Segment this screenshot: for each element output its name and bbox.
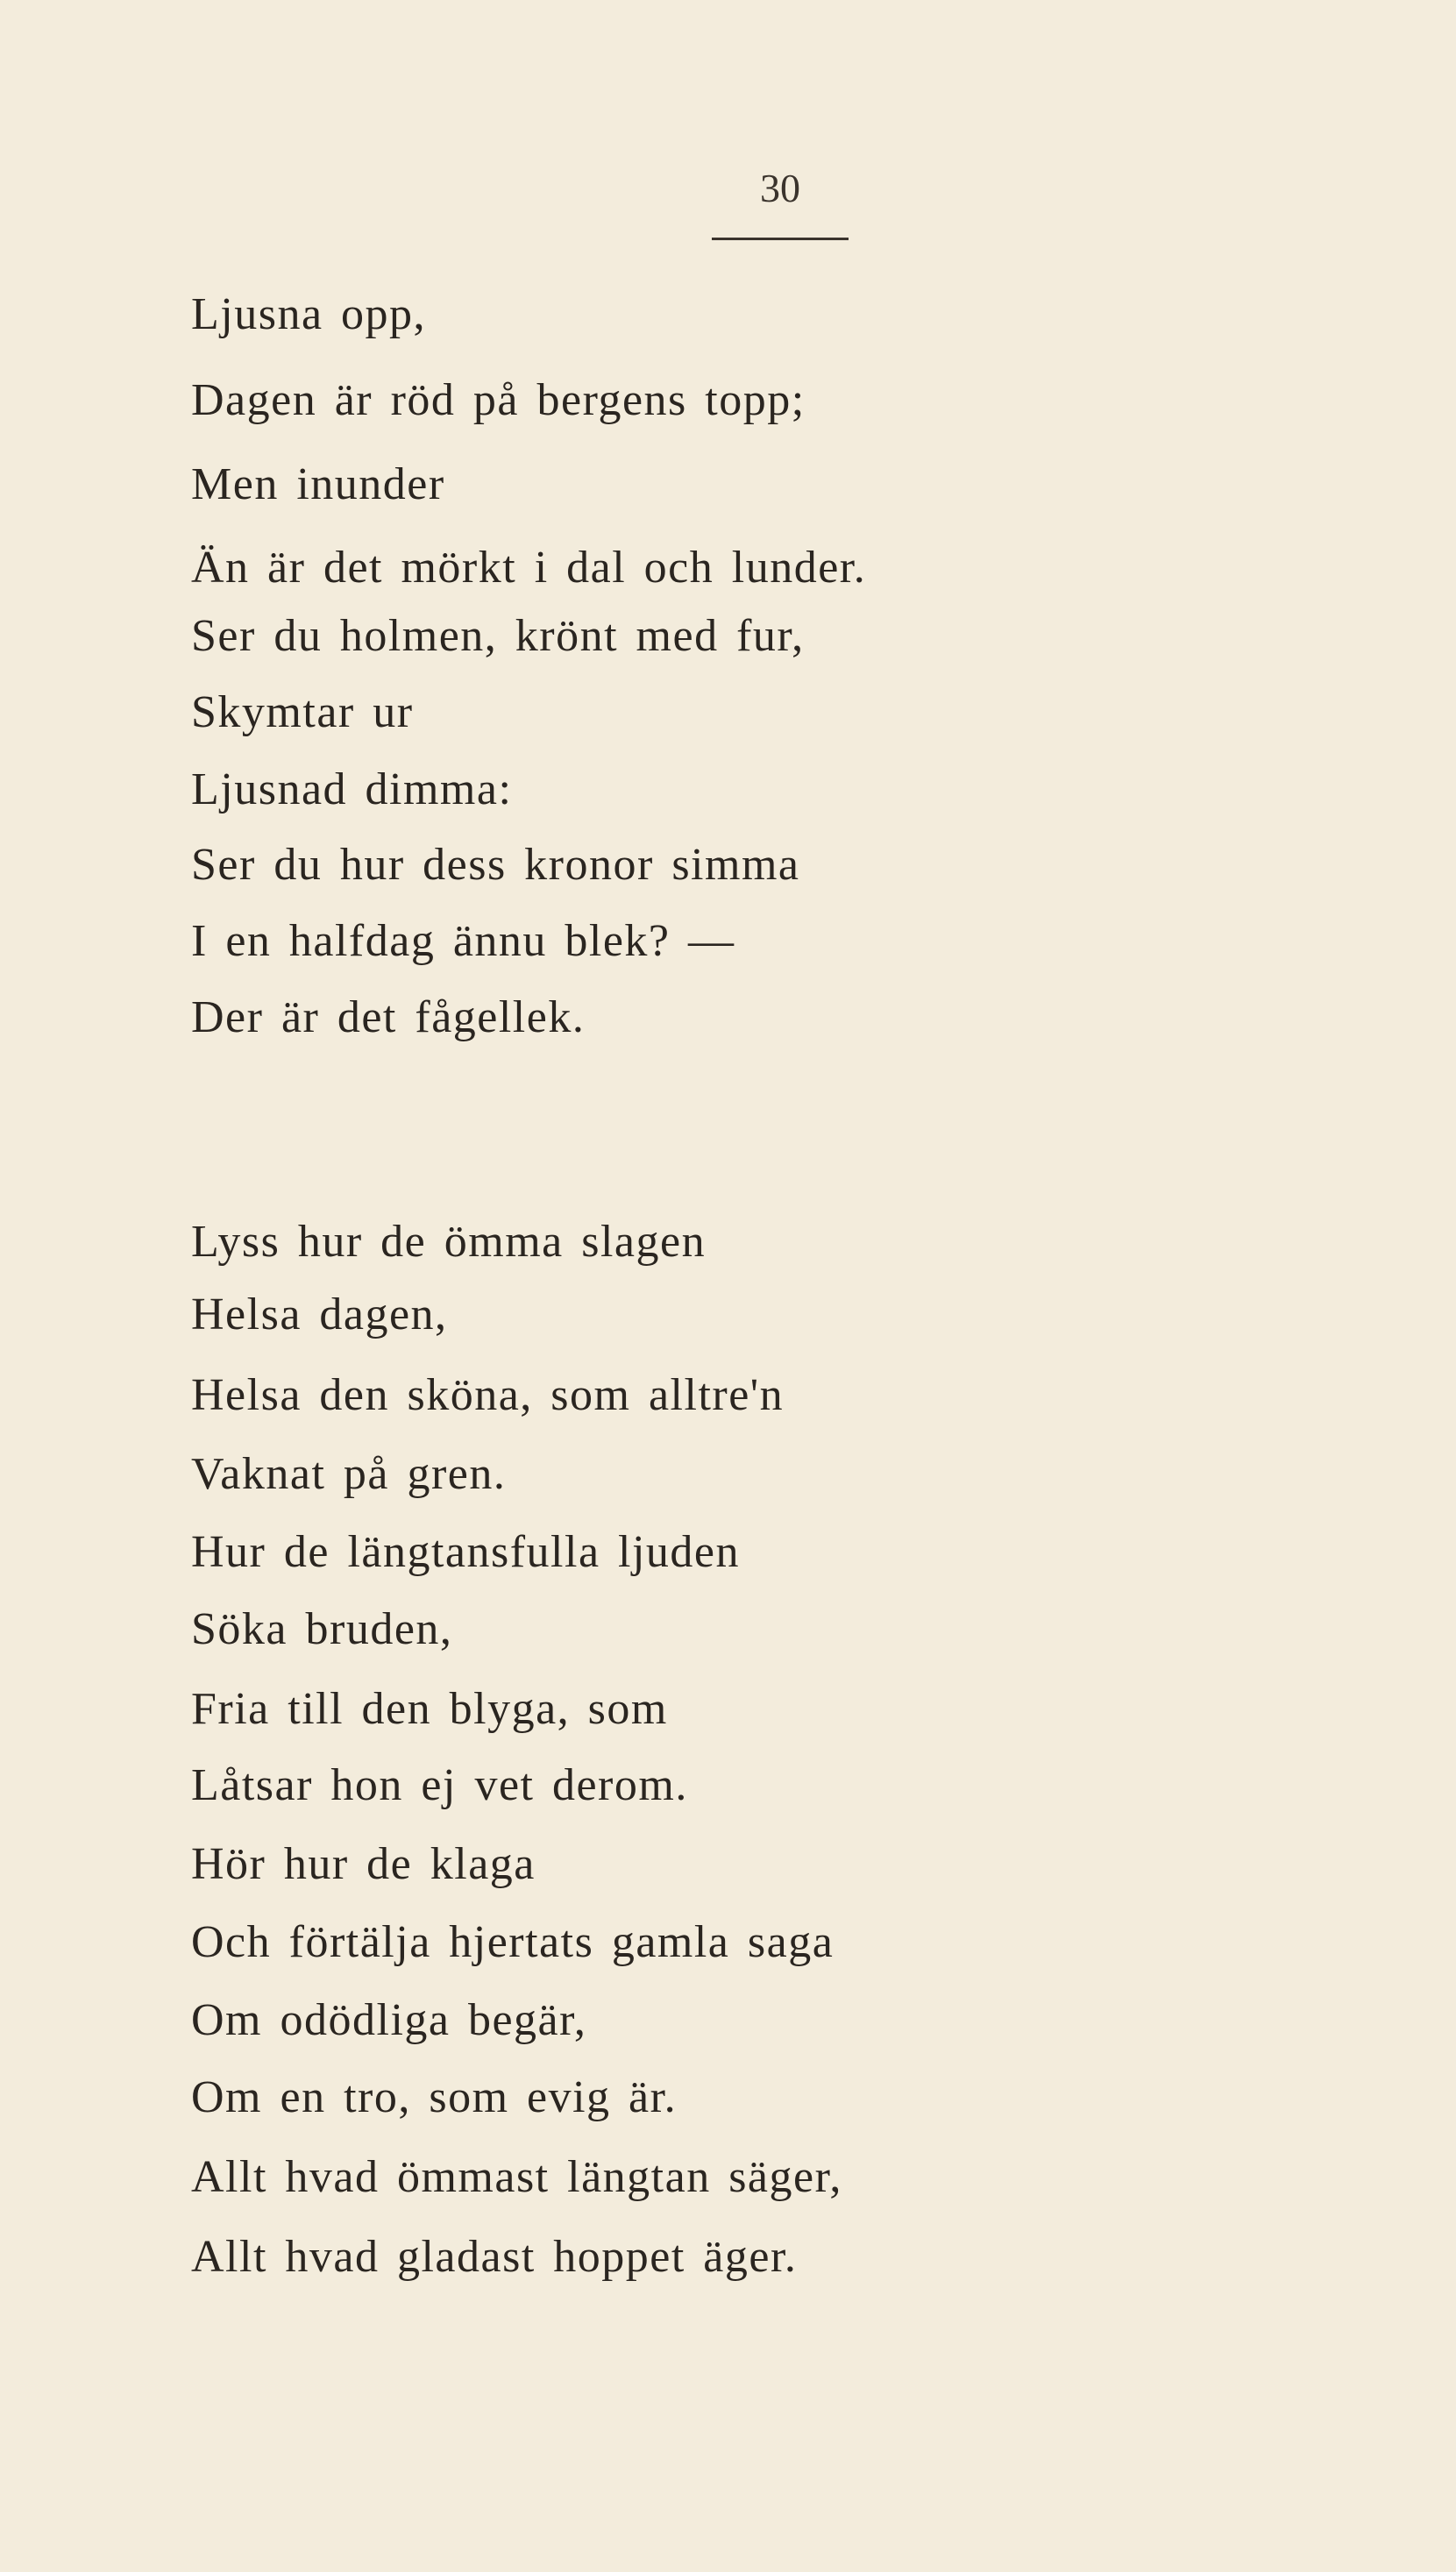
poem-line: Vaknat på gren. bbox=[191, 1449, 507, 1499]
poem-line: Låtsar hon ej vet derom. bbox=[191, 1760, 688, 1810]
poem-line: Fria till den blyga, som bbox=[191, 1684, 668, 1734]
poem-line: Söka bruden, bbox=[191, 1604, 453, 1654]
poem-line: Ser du holmen, krönt med fur, bbox=[191, 611, 805, 661]
poem-line: Helsa den sköna, som alltre'n bbox=[191, 1370, 785, 1420]
page-number: 30 bbox=[760, 166, 800, 210]
poem-line: Allt hvad ömmast längtan säger, bbox=[191, 2152, 842, 2202]
poem-line: Och förtälja hjertats gamla saga bbox=[191, 1917, 835, 1967]
poem-line: Om en tro, som evig är. bbox=[191, 2072, 678, 2122]
poem-line: Men inunder bbox=[191, 459, 445, 509]
poem-line: Hör hur de klaga bbox=[191, 1839, 536, 1889]
poem-line: Ljusnad dimma: bbox=[191, 764, 513, 814]
poem-line: Skymtar ur bbox=[191, 687, 414, 737]
poem-line: Än är det mörkt i dal och lunder. bbox=[191, 543, 867, 593]
poem-line: Dagen är röd på bergens topp; bbox=[191, 375, 806, 425]
poem-line: Om odödliga begär, bbox=[191, 1995, 587, 2045]
poem-line: Ljusna opp, bbox=[191, 289, 427, 339]
poem-line: Allt hvad gladast hoppet äger. bbox=[191, 2232, 798, 2282]
header-rule bbox=[712, 238, 849, 240]
poem-line: Hur de längtansfulla ljuden bbox=[191, 1527, 741, 1577]
poem-line: Lyss hur de ömma slagen bbox=[191, 1217, 707, 1267]
poem-line: I en halfdag ännu blek? — bbox=[191, 916, 735, 966]
poem-line: Ser du hur dess kronor simma bbox=[191, 840, 800, 890]
poem-line: Der är det fågellek. bbox=[191, 992, 586, 1042]
poem-line: Helsa dagen, bbox=[191, 1290, 448, 1339]
